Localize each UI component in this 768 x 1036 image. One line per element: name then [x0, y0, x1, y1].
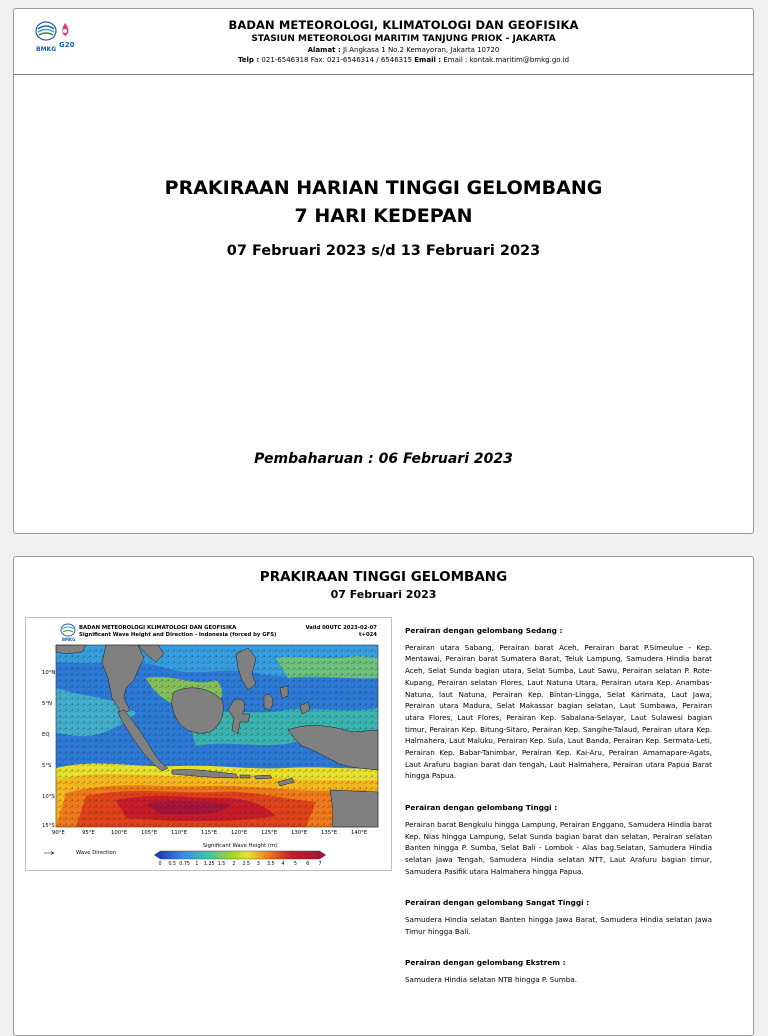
lon-label: 140°E: [351, 830, 368, 836]
colorbar-tick-label: 1.5: [217, 862, 226, 867]
colorbar: [154, 851, 326, 859]
email-value: Email : kontak.maritim@bmkg.go.id: [443, 56, 570, 64]
description-block: [405, 897, 712, 937]
description-text: Perairan barat Bengkulu hingga Lampung, Perairan Enggano, Samudera Hindia barat Kep. Nias hingga Lampung, Selat Sunda bagian barat dan selatan, Perairan selatan Banten hingga P. Sumba, Selat Bali - Lombok - Alas bag.Selatan, Samudera Hindia selatan Jawa Tengah, Samudera Hindia selatan NTT, Laut Arafuru bagian timur, Samudera Pasifik utara Halmahera hingga Papua.: [405, 819, 712, 876]
colorbar-tick-label: 0.75: [179, 862, 190, 867]
map-org-title: BADAN METEOROLOGI KLIMATOLOGI DAN GEOFISIKA: [79, 625, 237, 631]
cover-title: [14, 174, 753, 230]
colorbar-tick-label: 1: [195, 862, 199, 867]
email-label: Email :: [414, 56, 442, 64]
colorbar-tick-label: 6: [306, 862, 310, 867]
map-valid-time: Valid 00UTC 2023-02-07: [305, 625, 377, 631]
svg-text:G20: G20: [59, 41, 75, 49]
cover-title-line2: 7 HARI KEDEPAN: [294, 205, 473, 227]
cover-title-line1: PRAKIRAAN HARIAN TINGGI GELOMBANG: [164, 177, 603, 199]
contact-line: [114, 56, 693, 64]
colorbar-tick-label: 3.5: [266, 862, 275, 867]
org-name: BADAN METEOROLOGI, KLIMATOLOGI DAN GEOFISIKA: [228, 18, 579, 32]
colorbar-tick-label: 4: [281, 862, 285, 867]
description-heading: Perairan dengan gelombang Ekstrem :: [405, 958, 566, 968]
colorbar-tick-label: 1.25: [203, 862, 215, 867]
forecast-date-range: 07 Februari 2023 s/d 13 Februari 2023: [226, 243, 541, 259]
lon-label: 110°E: [171, 830, 188, 836]
section-date: 07 Februari 2023: [330, 588, 437, 601]
description-text: Samudera Hindia selatan Banten hingga Jawa Barat, Samudera Hindia selatan Jawa Timur hingga Bali.: [405, 915, 712, 936]
station-name: STASIUN METEOROLOGI MARITIM TANJUNG PRIOK - JAKARTA: [251, 34, 556, 44]
address-value: Jl Angkasa 1 No.2 Kemayoran, Jakarta 10720: [342, 46, 500, 54]
wave-direction-label: Wave Direction: [76, 850, 117, 856]
wave-direction-legend-arrow: [44, 852, 54, 855]
svg-text:BMKG: BMKG: [62, 637, 76, 642]
cover-page: [13, 8, 754, 534]
description-text: Samudera Hindia selatan NTB hingga P. Sumba.: [405, 975, 578, 985]
lon-label: 95°E: [82, 830, 95, 836]
letterhead: [14, 9, 753, 69]
colorbar-tick-label: 7: [318, 862, 322, 867]
map-logo: [61, 624, 75, 642]
map-forecast-step: t+024: [358, 632, 377, 638]
address-label: Alamat :: [307, 46, 341, 54]
description-heading: Perairan dengan gelombang Sangat Tinggi :: [405, 898, 590, 908]
colorbar-title: Significant Wave Height (m): [202, 843, 278, 849]
colorbar-tick-label: 3: [256, 862, 260, 867]
lon-label: 135°E: [321, 830, 338, 836]
header-divider: [14, 74, 753, 75]
phone-label: Telp :: [237, 56, 260, 64]
section-title: PRAKIRAAN TINGGI GELOMBANG: [259, 569, 508, 585]
colorbar-tick-label: 0.5: [168, 862, 177, 867]
lon-label: 115°E: [201, 830, 218, 836]
lon-label: 100°E: [111, 830, 128, 836]
lon-label: 130°E: [291, 830, 308, 836]
lon-label: 90°E: [52, 830, 65, 836]
colorbar-tick-label: 5: [293, 862, 297, 867]
description-block: [405, 957, 712, 985]
description-block: [405, 802, 712, 877]
lat-label: EQ: [42, 732, 50, 738]
bmkg-g20-logo: [34, 17, 78, 55]
svg-text:BMKG: BMKG: [36, 46, 57, 53]
wave-descriptions: [405, 625, 712, 1006]
lat-label: 15°S: [42, 823, 55, 829]
lon-label: 105°E: [141, 830, 158, 836]
forecast-page: [13, 556, 754, 1036]
lat-label: 5°S: [42, 763, 52, 769]
description-text: Perairan utara Sabang, Perairan barat Aceh, Perairan barat P.Simeulue - Kep. Mentawai, Perairan barat Sumatera Barat, Teluk Lampung, Samudera Hindia barat Aceh, Selat Sunda bagian utara, Selat Sumba, Laut Sawu, Perairan selatan P. Rote-Kupang, Perairan selatan Flores, Laut Natuna Utara, Perairan utara Kep. Anambas-Natuna, laut Natuna, Perairan Kep. Bintan-Lingga, Selat Karimata, Laut Jawa, Perairan utara Madura, Selat Makassar bagian selatan, Laut Sumbawa, Perairan utara Flores, Laut Flores, Perairan Kep. Sabalana-Selayar, Laut Sulawesi bagian timur, Perairan Kep. Bitung-Sitaro, Perairan Kep. Sangihe-Talaud, Perairan utara Kep. Halmahera, Laut Maluku, Perairan Kep. Sula, Laut Banda, Perairan Kep. Sermata-Leti, Perairan Kep. Babar-Tanimbar, Perairan Kep. Kai-Aru, Perairan Amamapare-Agats, Laut Arafuru bagian barat dan tengah, Laut Halmahera, Perairan utara Papua Barat hingga Papua.: [405, 642, 712, 781]
lat-label: 10°S: [42, 794, 55, 800]
lat-label: 10°N: [42, 670, 56, 676]
colorbar-tick-label: 2: [232, 862, 236, 867]
lon-label: 125°E: [261, 830, 278, 836]
colorbar-tick-label: 2.5: [242, 862, 250, 867]
map-subtitle: Significant Wave Height and Direction - Indonesia (forced by GFS): [79, 632, 277, 638]
phone-value: 021-6546318 Fax. 021-6546314 / 6546315: [261, 56, 413, 64]
address-line: [114, 46, 693, 54]
description-heading: Perairan dengan gelombang Tinggi :: [405, 803, 558, 813]
wave-height-map: [25, 617, 392, 871]
update-date: Pembaharuan : 06 Februari 2023: [254, 451, 513, 467]
description-block: [405, 625, 712, 782]
lon-label: 120°E: [231, 830, 248, 836]
colorbar-tick-label: 0: [158, 862, 162, 867]
letterhead-text: [114, 18, 693, 64]
lat-label: 5°N: [42, 701, 52, 707]
description-heading: Perairan dengan gelombang Sedang :: [405, 626, 563, 635]
